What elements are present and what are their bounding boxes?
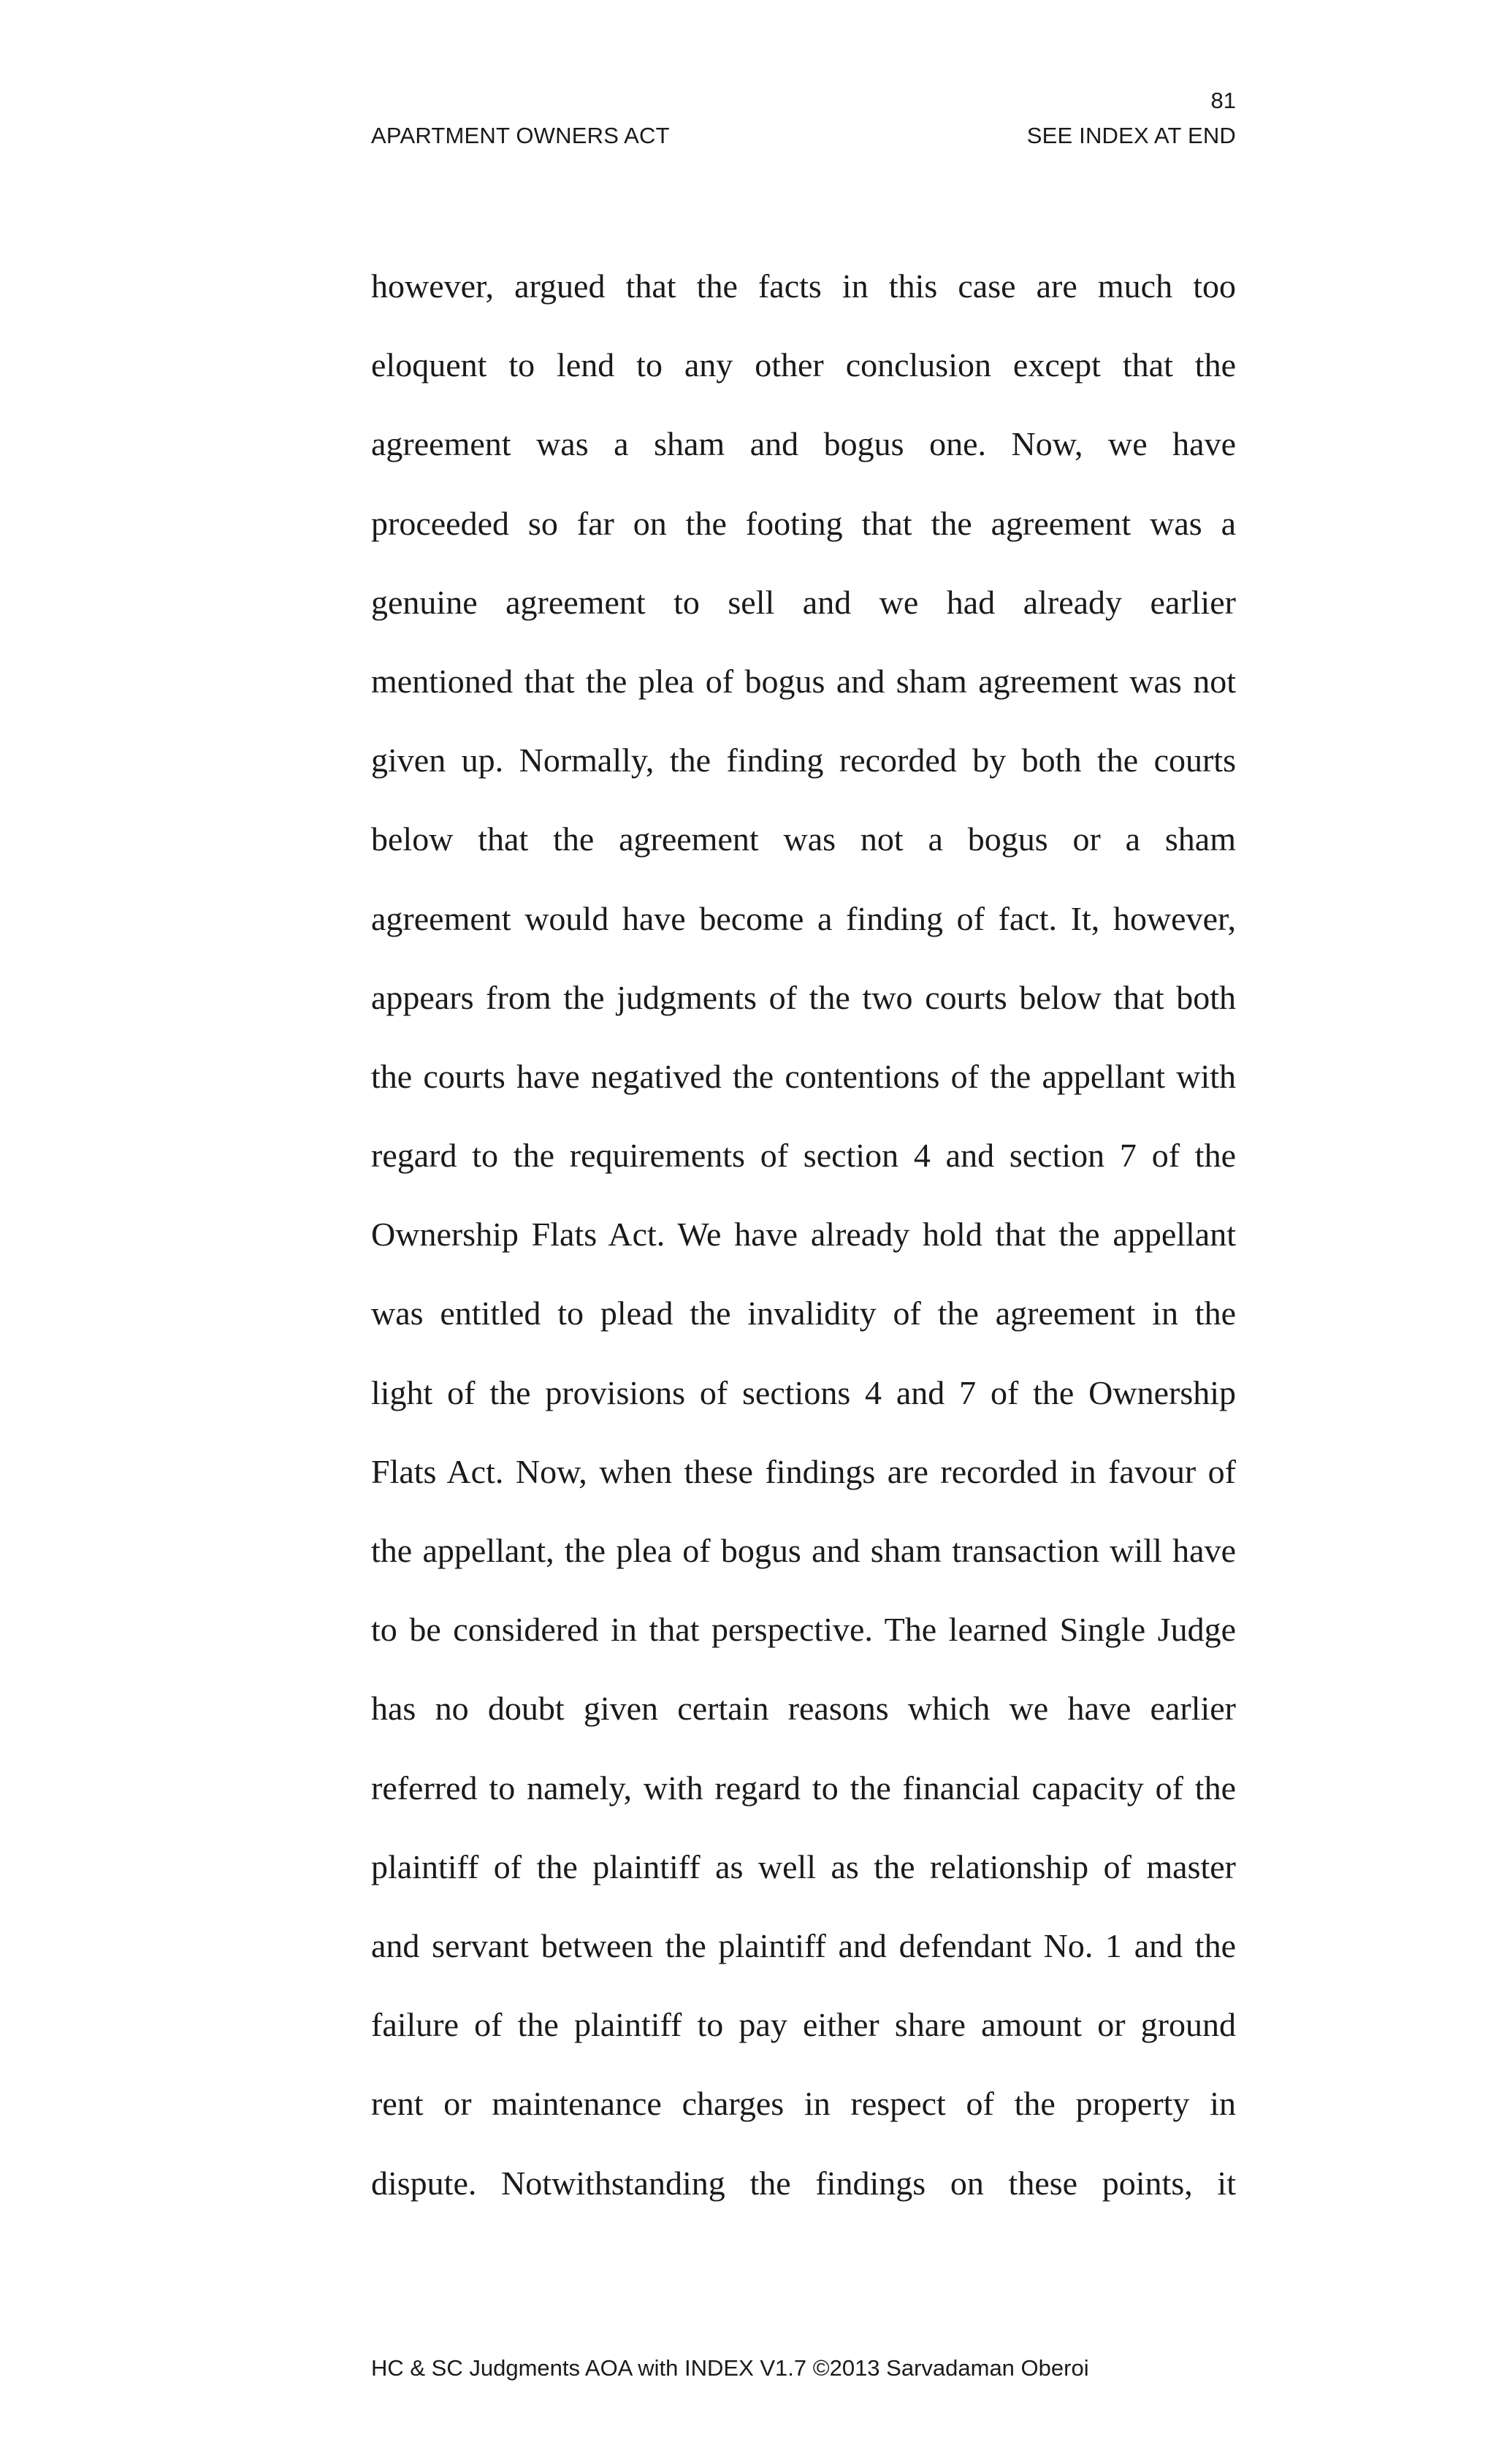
text-line: below that the agreement was not a bogus or a sham (371, 820, 1236, 858)
text-line: the appellant, the plea of bogus and sham transaction will have (371, 1532, 1236, 1569)
text-line: agreement would have become a finding of fact. It, however, (371, 899, 1236, 937)
text-line: given up. Normally, the finding recorded by both the courts (371, 741, 1236, 779)
text-line: regard to the requirements of section 4 and section 7 of the (371, 1137, 1236, 1175)
text-line: genuine agreement to sell and we had already earlier (371, 583, 1236, 621)
text-line: plaintiff of the plaintiff as well as the relationship of master (371, 1847, 1236, 1885)
header-right-title: SEE INDEX AT END (1026, 123, 1236, 148)
text-line: proceeded so far on the footing that the agreement was a (371, 504, 1236, 542)
text-line: appears from the judgments of the two courts below that both (371, 978, 1236, 1016)
judgment-body-text (371, 257, 1236, 2233)
running-header (371, 121, 1236, 150)
footer-copyright: HC & SC Judgments AOA with INDEX V1.7 ©2013 Sarvadaman Oberoi (371, 2355, 1089, 2381)
text-line: rent or maintenance charges in respect of the property in (371, 2085, 1236, 2123)
text-line: has no doubt given certain reasons which we have earlier (371, 1690, 1236, 1728)
page-number: 81 (1210, 88, 1236, 113)
text-line: the courts have negatived the contentions of the appellant with (371, 1057, 1236, 1095)
text-line: and servant between the plaintiff and defendant No. 1 and the (371, 1926, 1236, 1964)
text-line: light of the provisions of sections 4 and 7 of the Ownership (371, 1373, 1236, 1411)
text-line: referred to namely, with regard to the financial capacity of the (371, 1769, 1236, 1807)
text-line: was entitled to plead the invalidity of the agreement in the (371, 1294, 1236, 1332)
text-line: however, argued that the facts in this case are much too (371, 267, 1236, 305)
header-left-title: APARTMENT OWNERS ACT (371, 123, 670, 148)
text-line: Ownership Flats Act. We have already hold that the appellant (371, 1216, 1236, 1254)
text-line: agreement was a sham and bogus one. Now, we have (371, 425, 1236, 463)
text-line: Flats Act. Now, when these findings are recorded in favour of (371, 1452, 1236, 1490)
text-line: to be considered in that perspective. The learned Single Judge (371, 1611, 1236, 1649)
text-line: dispute. Notwithstanding the findings on these points, it (371, 2164, 1236, 2202)
text-line: failure of the plaintiff to pay either share amount or ground (371, 2006, 1236, 2044)
text-line: eloquent to lend to any other conclusion except that the (371, 346, 1236, 384)
text-line: mentioned that the plea of bogus and sham agreement was not (371, 662, 1236, 700)
